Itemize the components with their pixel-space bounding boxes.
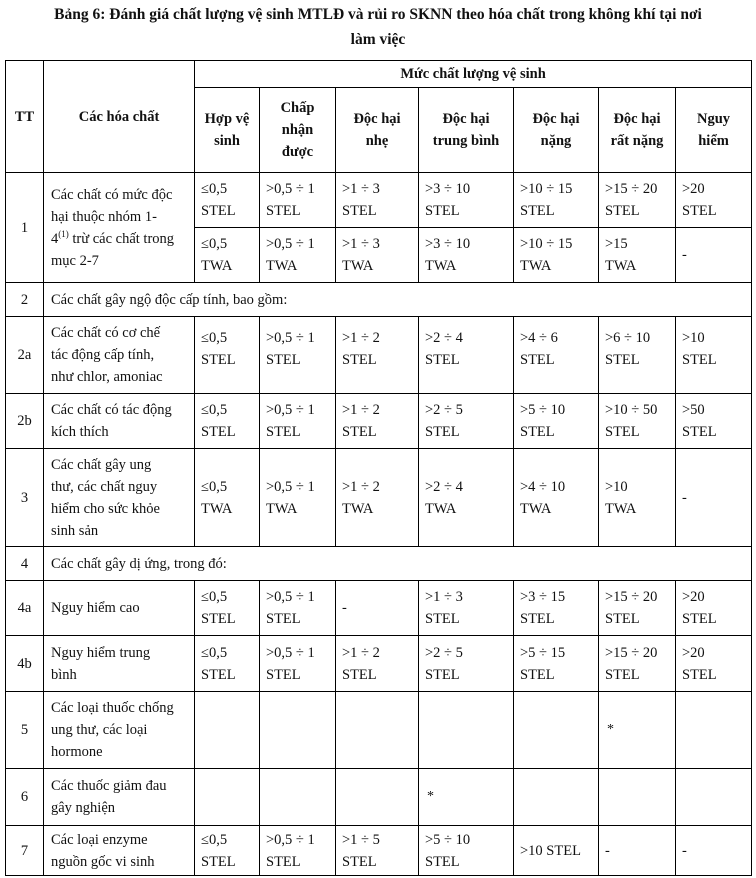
value-cell: ≤0,5 STEL bbox=[195, 173, 260, 228]
value-cell: >0,5 ÷ 1 STEL bbox=[260, 394, 336, 449]
value-cell bbox=[419, 692, 514, 769]
chemical-name: Các chất có tác động kích thích bbox=[44, 394, 195, 449]
header-level-0: Hợp vệ sinh bbox=[195, 88, 260, 173]
table-caption bbox=[0, 2, 756, 52]
header-level-4: Độc hại nặng bbox=[514, 88, 599, 173]
value-cell: - bbox=[676, 228, 752, 283]
section-heading: Các chất gây dị ứng, trong đó: bbox=[44, 547, 752, 581]
row-number: 2a bbox=[6, 317, 44, 394]
value-cell: >15 ÷ 20 STEL bbox=[599, 581, 676, 636]
table-row bbox=[6, 449, 752, 547]
value-cell bbox=[260, 769, 336, 826]
value-cell bbox=[676, 769, 752, 826]
value-cell bbox=[514, 692, 599, 769]
value-cell: >20 STEL bbox=[676, 636, 752, 692]
value-cell: - bbox=[676, 449, 752, 547]
value-cell: ≤0,5 STEL bbox=[195, 581, 260, 636]
row-number: 2b bbox=[6, 394, 44, 449]
value-cell: >5 ÷ 15 STEL bbox=[514, 636, 599, 692]
value-cell: ≤0,5 TWA bbox=[195, 449, 260, 547]
table-row bbox=[6, 581, 752, 636]
table-row bbox=[6, 317, 752, 394]
caption-line-1: Bảng 6: Đánh giá chất lượng vệ sinh MTLĐ và rủi ro SKNN theo hóa chất trong không khí tại nơi bbox=[54, 6, 702, 23]
value-cell bbox=[676, 692, 752, 769]
marker-cell: * bbox=[419, 769, 514, 826]
value-cell: >20 STEL bbox=[676, 173, 752, 228]
table-row bbox=[6, 547, 752, 581]
value-cell bbox=[336, 769, 419, 826]
chemical-name: Các loại thuốc chống ung thư, các loại hormone bbox=[44, 692, 195, 769]
table-row bbox=[6, 692, 752, 769]
value-cell: >1 ÷ 2 STEL bbox=[336, 394, 419, 449]
value-cell: >10 ÷ 50 STEL bbox=[599, 394, 676, 449]
value-cell: >1 ÷ 5 STEL bbox=[336, 826, 419, 876]
row-number: 3 bbox=[6, 449, 44, 547]
value-cell: >0,5 ÷ 1 STEL bbox=[260, 826, 336, 876]
header-level-5: Độc hại rất nặng bbox=[599, 88, 676, 173]
value-cell: - bbox=[676, 826, 752, 876]
value-cell: >0,5 ÷ 1 STEL bbox=[260, 317, 336, 394]
header-chemicals: Các hóa chất bbox=[44, 61, 195, 173]
hygiene-quality-table bbox=[5, 60, 752, 876]
value-cell bbox=[336, 692, 419, 769]
chemical-name: Các thuốc giảm đau gây nghiện bbox=[44, 769, 195, 826]
value-cell: >5 ÷ 10 STEL bbox=[419, 826, 514, 876]
header-level-3: Độc hại trung bình bbox=[419, 88, 514, 173]
value-cell: >0,5 ÷ 1 TWA bbox=[260, 228, 336, 283]
value-cell: >1 ÷ 2 TWA bbox=[336, 449, 419, 547]
value-cell bbox=[599, 769, 676, 826]
value-cell: >50 STEL bbox=[676, 394, 752, 449]
value-cell bbox=[260, 692, 336, 769]
value-cell: >20 STEL bbox=[676, 581, 752, 636]
value-cell: >0,5 ÷ 1 STEL bbox=[260, 636, 336, 692]
value-cell: >2 ÷ 5 STEL bbox=[419, 394, 514, 449]
row-number: 4a bbox=[6, 581, 44, 636]
header-level-2: Độc hại nhẹ bbox=[336, 88, 419, 173]
value-cell: >2 ÷ 4 STEL bbox=[419, 317, 514, 394]
value-cell: ≤0,5 TWA bbox=[195, 228, 260, 283]
value-cell: >3 ÷ 15 STEL bbox=[514, 581, 599, 636]
row-number: 6 bbox=[6, 769, 44, 826]
value-cell: >10 ÷ 15 TWA bbox=[514, 228, 599, 283]
value-cell: >5 ÷ 10 STEL bbox=[514, 394, 599, 449]
value-cell: >4 ÷ 6 STEL bbox=[514, 317, 599, 394]
chemical-name: Nguy hiểm trung bình bbox=[44, 636, 195, 692]
value-cell: >15 ÷ 20 STEL bbox=[599, 173, 676, 228]
row-number: 1 bbox=[6, 173, 44, 283]
value-cell: >1 ÷ 3 STEL bbox=[336, 173, 419, 228]
value-cell: >10 STEL bbox=[676, 317, 752, 394]
value-cell: - bbox=[599, 826, 676, 876]
header-tt: TT bbox=[6, 61, 44, 173]
row-number: 2 bbox=[6, 283, 44, 317]
value-cell: - bbox=[336, 581, 419, 636]
value-cell: >15 ÷ 20 STEL bbox=[599, 636, 676, 692]
value-cell: >3 ÷ 10 STEL bbox=[419, 173, 514, 228]
caption-line-2: làm việc bbox=[350, 31, 406, 48]
table-row bbox=[6, 826, 752, 876]
value-cell: >10 STEL bbox=[514, 826, 599, 876]
value-cell: >15 TWA bbox=[599, 228, 676, 283]
marker-cell: * bbox=[599, 692, 676, 769]
header-level-6: Nguy hiểm bbox=[676, 88, 752, 173]
table-row bbox=[6, 636, 752, 692]
value-cell: >2 ÷ 5 STEL bbox=[419, 636, 514, 692]
value-cell bbox=[195, 769, 260, 826]
chemical-name: Các chất gây ung thư, các chất nguy hiểm cho sức khỏe sinh sản bbox=[44, 449, 195, 547]
value-cell: >1 ÷ 3 STEL bbox=[419, 581, 514, 636]
table-row bbox=[6, 173, 752, 228]
row-number: 5 bbox=[6, 692, 44, 769]
section-heading: Các chất gây ngộ độc cấp tính, bao gồm: bbox=[44, 283, 752, 317]
value-cell: ≤0,5 STEL bbox=[195, 636, 260, 692]
table-row bbox=[6, 769, 752, 826]
value-cell: >2 ÷ 4 TWA bbox=[419, 449, 514, 547]
value-cell: >1 ÷ 2 STEL bbox=[336, 636, 419, 692]
value-cell: >3 ÷ 10 TWA bbox=[419, 228, 514, 283]
value-cell: >10 TWA bbox=[599, 449, 676, 547]
value-cell: >6 ÷ 10 STEL bbox=[599, 317, 676, 394]
value-cell: ≤0,5 STEL bbox=[195, 394, 260, 449]
value-cell: >10 ÷ 15 STEL bbox=[514, 173, 599, 228]
chemical-name: Các chất có mức độc hại thuộc nhóm 1- 4$^{(1)}$ trừ các chất trong mục 2-7 bbox=[44, 173, 195, 283]
value-cell bbox=[514, 769, 599, 826]
row-number: 7 bbox=[6, 826, 44, 876]
table-row bbox=[6, 394, 752, 449]
value-cell: >0,5 ÷ 1 TWA bbox=[260, 449, 336, 547]
chemical-name: Các loại enzyme nguồn gốc vi sinh bbox=[44, 826, 195, 876]
header-quality-levels: Mức chất lượng vệ sinh bbox=[195, 61, 752, 88]
value-cell: >0,5 ÷ 1 STEL bbox=[260, 581, 336, 636]
value-cell bbox=[195, 692, 260, 769]
value-cell: ≤0,5 STEL bbox=[195, 826, 260, 876]
value-cell: >1 ÷ 3 TWA bbox=[336, 228, 419, 283]
value-cell: >1 ÷ 2 STEL bbox=[336, 317, 419, 394]
value-cell: >4 ÷ 10 TWA bbox=[514, 449, 599, 547]
row-number: 4b bbox=[6, 636, 44, 692]
header-level-1: Chấp nhận được bbox=[260, 88, 336, 173]
value-cell: >0,5 ÷ 1 STEL bbox=[260, 173, 336, 228]
table-row bbox=[6, 283, 752, 317]
chemical-name: Các chất có cơ chế tác động cấp tính, như chlor, amoniac bbox=[44, 317, 195, 394]
value-cell: ≤0,5 STEL bbox=[195, 317, 260, 394]
row-number: 4 bbox=[6, 547, 44, 581]
chemical-name: Nguy hiểm cao bbox=[44, 581, 195, 636]
